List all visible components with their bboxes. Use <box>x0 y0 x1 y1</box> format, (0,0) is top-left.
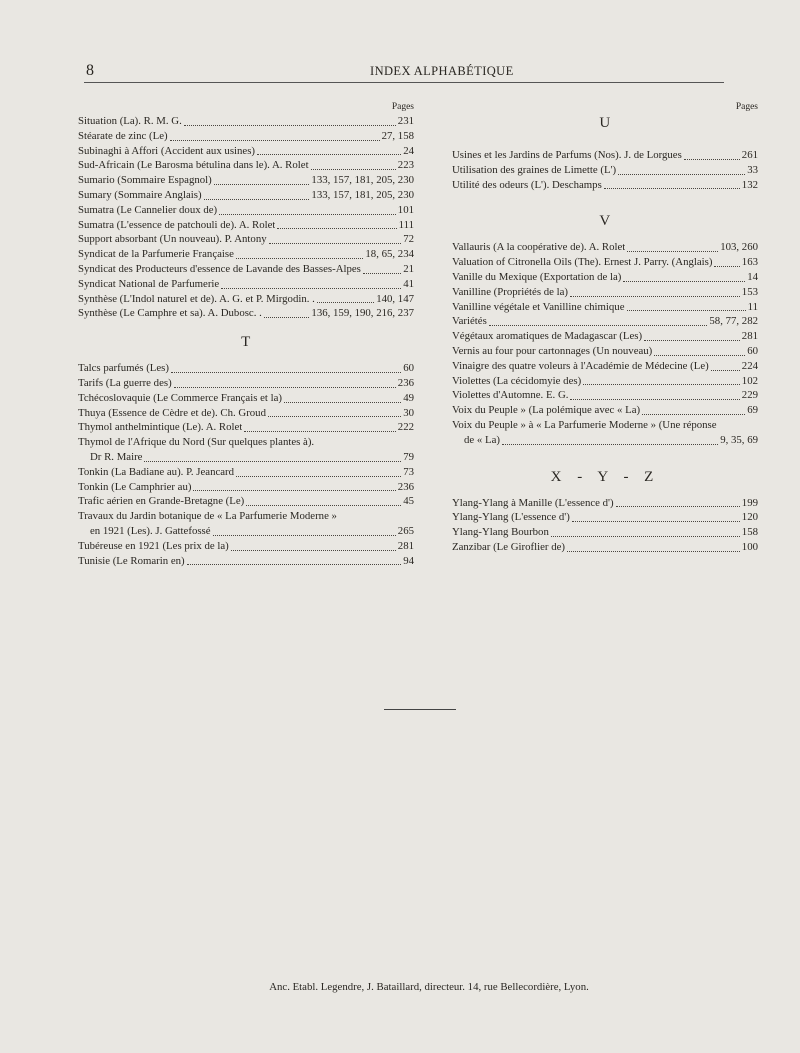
index-list-s <box>78 114 414 321</box>
index-entry <box>78 188 414 203</box>
section-letter-t: T <box>241 334 251 351</box>
printer-imprint: Anc. Etabl. Legendre, J. Bataillard, directeur. 14, rue Bellecordière, Lyon. <box>269 981 589 993</box>
entry-pages: 265 <box>397 524 414 537</box>
entry-pages: 73 <box>403 465 414 478</box>
index-entry <box>78 277 414 292</box>
index-entry <box>78 391 414 406</box>
entry-title: Syndicat des Producteurs d'essence de Lavande des Basses-Alpes <box>78 262 361 275</box>
index-entry <box>452 148 758 163</box>
entry-title: Sumatra (Le Cannelier doux de) <box>78 203 218 216</box>
entry-pages: 58, 77, 282 <box>709 315 758 328</box>
index-list-v <box>452 240 758 418</box>
section-letter-xyz: X - Y - Z <box>550 468 660 485</box>
dot-leader <box>604 188 740 189</box>
entry-pages: 18, 65, 234 <box>365 248 414 261</box>
entry-pages: 100 <box>741 540 758 553</box>
left-column <box>78 100 414 568</box>
entry-title: Violettes d'Automne. E. G. <box>452 389 569 402</box>
entry-pages: 45 <box>403 495 414 508</box>
entry-pages: 9, 35, 69 <box>720 433 758 446</box>
dot-leader <box>268 416 401 417</box>
dot-leader <box>277 228 396 229</box>
entry-title: Vallauris (A la coopérative de). A. Rolet <box>452 241 626 254</box>
entry-title: de « La) <box>464 433 500 446</box>
index-entry <box>78 129 414 144</box>
dot-leader <box>311 169 396 170</box>
dot-leader <box>623 281 745 282</box>
index-entry <box>452 285 758 300</box>
entry-title: Situation (La). R. M. G. <box>78 115 182 127</box>
index-entry <box>452 418 758 433</box>
dot-leader <box>654 355 745 356</box>
dot-leader <box>642 414 745 415</box>
entry-pages: 60 <box>747 344 758 357</box>
dot-leader <box>644 340 740 341</box>
footer-rule <box>384 709 456 710</box>
index-entry <box>78 539 414 554</box>
dot-leader <box>583 384 740 385</box>
index-entry <box>452 240 758 255</box>
entry-pages: 49 <box>403 391 414 404</box>
dot-leader <box>627 310 746 311</box>
dot-leader <box>219 214 396 215</box>
dot-leader <box>187 564 402 565</box>
section-letter-u: U <box>599 115 611 131</box>
entry-title: Vernis au four pour cartonnages (Un nouveau) <box>452 344 653 357</box>
entry-title: Tubéreuse en 1921 (Les prix de la) <box>78 539 229 552</box>
index-entry <box>452 510 758 525</box>
dot-leader <box>264 317 310 318</box>
index-entry <box>78 465 414 480</box>
dot-leader <box>317 302 374 303</box>
dot-leader <box>231 550 396 551</box>
index-entry <box>78 262 414 277</box>
entry-pages: 79 <box>403 450 414 463</box>
entry-title: Ylang-Ylang à Manille (L'essence d') <box>452 496 614 509</box>
entry-title: en 1921 (Les). J. Gattefossé <box>90 524 211 537</box>
entry-pages: 136, 159, 190, 216, 237 <box>311 307 414 320</box>
pages-label: Pages <box>391 102 414 112</box>
entry-title: Support absorbant (Un nouveau). P. Antony <box>78 233 267 246</box>
entry-title: Tchécoslovaquie (Le Commerce Français et la) <box>78 391 282 404</box>
entry-title: Thymol anthelmintique (Le). A. Rolet <box>78 421 243 434</box>
section-letter-v: V <box>599 213 611 230</box>
index-entry <box>452 163 758 178</box>
right-column <box>452 100 758 555</box>
entry-pages: 24 <box>403 144 414 157</box>
index-entry <box>452 314 758 329</box>
index-entry <box>78 232 414 247</box>
index-entry <box>452 255 758 270</box>
entry-title: Vinaigre des quatre voleurs à l'Académie de Médecine (Le) <box>452 359 709 372</box>
entry-pages: 11 <box>747 300 758 313</box>
entry-pages: 101 <box>397 203 414 216</box>
index-entry-continuation <box>78 450 414 465</box>
index-entry <box>452 329 758 344</box>
index-entry <box>452 496 758 511</box>
dot-leader <box>174 387 396 388</box>
entry-pages: 72 <box>403 233 414 246</box>
index-entry-continuation <box>78 524 414 539</box>
dot-leader <box>363 273 401 274</box>
entry-title: Sumario (Sommaire Espagnol) <box>78 174 212 187</box>
dot-leader <box>236 476 401 477</box>
entry-pages: 94 <box>403 554 414 567</box>
index-entry <box>452 388 758 403</box>
index-entry <box>452 270 758 285</box>
entry-pages: 132 <box>741 178 758 191</box>
dot-leader <box>570 399 739 400</box>
entry-title: Valuation of Citronella Oils (The). Ernest J. Parry. (Anglais) <box>452 256 713 269</box>
running-title: INDEX ALPHABÉTIQUE <box>370 64 514 78</box>
entry-pages: 163 <box>741 256 758 269</box>
entry-title: Sumary (Sommaire Anglais) <box>78 188 202 201</box>
index-entry <box>78 420 414 435</box>
index-entry <box>78 480 414 495</box>
entry-pages: 133, 157, 181, 205, 230 <box>311 174 414 187</box>
entry-title: Syndicat de la Parfumerie Française <box>78 248 234 261</box>
entry-pages: 102 <box>741 374 758 387</box>
entry-title: Tunisie (Le Romarin en) <box>78 554 185 567</box>
entry-title: Trafic aérien en Grande-Bretagne (Le) <box>78 495 245 508</box>
dot-leader <box>284 402 401 403</box>
entry-pages: 236 <box>397 376 414 389</box>
page-number: 8 <box>86 62 94 79</box>
entry-pages: 153 <box>741 285 758 298</box>
entry-pages: 281 <box>397 539 414 552</box>
index-list-u <box>452 148 758 192</box>
dot-leader <box>570 296 740 297</box>
dot-leader <box>204 199 310 200</box>
entry-pages: 261 <box>741 149 758 161</box>
entry-title: Sud-Africain (Le Barosma bétulina dans le). A. Rolet <box>78 159 309 172</box>
entry-title: Vanilline (Propriétés de la) <box>452 285 569 298</box>
index-entry <box>78 435 414 450</box>
entry-pages: 133, 157, 181, 205, 230 <box>311 188 414 201</box>
entry-title: Utilisation des graines de Limette (L') <box>452 163 617 176</box>
entry-title: Talcs parfumés (Les) <box>78 362 169 375</box>
index-entry <box>78 158 414 173</box>
header-rule <box>84 82 724 83</box>
index-entry <box>78 376 414 391</box>
entry-pages: 27, 158 <box>381 129 414 142</box>
index-entry <box>452 403 758 418</box>
dot-leader <box>572 521 740 522</box>
entry-pages: 229 <box>741 389 758 402</box>
entry-pages: 140, 147 <box>376 292 414 305</box>
entry-pages: 33 <box>747 163 758 176</box>
entry-pages: 224 <box>741 359 758 372</box>
entry-title: Voix du Peuple » (La polémique avec « La) <box>452 404 641 417</box>
dot-leader <box>616 506 740 507</box>
dot-leader <box>246 505 401 506</box>
dot-leader <box>618 174 745 175</box>
entry-title: Usines et les Jardins de Parfums (Nos). J. de Lorgues <box>452 149 682 161</box>
index-entry <box>452 525 758 540</box>
entry-title: Utilité des odeurs (L'). Deschamps <box>452 178 602 191</box>
entry-pages: 222 <box>397 421 414 434</box>
dot-leader <box>551 536 740 537</box>
entry-title: Vanilline végétale et Vanilline chimique <box>452 300 625 313</box>
entry-pages: 103, 260 <box>720 241 758 254</box>
index-entry <box>78 306 414 321</box>
index-entry <box>78 247 414 262</box>
entry-title: Tonkin (La Badiane au). P. Jeancard <box>78 465 235 478</box>
dot-leader <box>714 266 739 267</box>
dot-leader <box>627 251 718 252</box>
entry-pages: 231 <box>397 115 414 127</box>
entry-title: Sumatra (L'essence de patchouli de). A. Rolet <box>78 218 276 231</box>
dot-leader <box>184 125 396 126</box>
entry-title: Ylang-Ylang (L'essence d') <box>452 511 570 524</box>
index-entry <box>452 540 758 555</box>
entry-title: Subinaghi à Affori (Accident aux usines) <box>78 144 256 157</box>
index-list-xyz <box>452 496 758 555</box>
dot-leader <box>213 535 396 536</box>
index-entry <box>452 374 758 389</box>
index-entry <box>452 178 758 193</box>
entry-pages: 69 <box>747 404 758 417</box>
entry-pages: 60 <box>403 362 414 375</box>
pages-label: Pages <box>735 102 758 112</box>
index-entry <box>452 359 758 374</box>
dot-leader <box>711 370 740 371</box>
index-entry <box>78 292 414 307</box>
dot-leader <box>144 461 401 462</box>
entry-pages: 30 <box>403 406 414 419</box>
dot-leader <box>269 243 402 244</box>
entry-pages: 120 <box>741 511 758 524</box>
entry-title: Tarifs (La guerre des) <box>78 376 172 389</box>
dot-leader <box>170 140 380 141</box>
index-entry <box>78 406 414 421</box>
entry-title: Voix du Peuple » à « La Parfumerie Moderne » (Une réponse <box>452 418 717 431</box>
dot-leader <box>684 159 740 160</box>
index-entry <box>78 203 414 218</box>
index-entry <box>78 218 414 233</box>
index-list-t-3 <box>78 539 414 569</box>
dot-leader <box>567 551 740 552</box>
index-entry <box>78 494 414 509</box>
index-entry <box>78 554 414 569</box>
entry-title: Variétés <box>452 315 487 328</box>
entry-pages: 41 <box>403 277 414 290</box>
dot-leader <box>221 288 401 289</box>
dot-leader <box>236 258 364 259</box>
entry-pages: 21 <box>403 262 414 275</box>
entry-title: Zanzibar (Le Giroflier de) <box>452 540 566 553</box>
index-entry-continuation <box>452 433 758 448</box>
index-entry <box>78 361 414 376</box>
entry-pages: 14 <box>747 270 758 283</box>
entry-title: Thuya (Essence de Cèdre et de). Ch. Groud <box>78 406 266 419</box>
entry-pages: 223 <box>397 159 414 172</box>
dot-leader <box>244 431 395 432</box>
index-list-t <box>78 361 414 435</box>
entry-title: Synthèse (Le Camphre et sa). A. Dubosc. . <box>78 307 262 320</box>
entry-title: Travaux du Jardin botanique de « La Parfumerie Moderne » <box>78 510 337 523</box>
index-entry <box>78 509 414 524</box>
entry-title: Stéarate de zinc (Le) <box>78 129 168 142</box>
dot-leader <box>193 490 395 491</box>
entry-pages: 281 <box>741 330 758 343</box>
index-entry <box>452 344 758 359</box>
entry-title: Syndicat National de Parfumerie <box>78 277 220 290</box>
entry-pages: 236 <box>397 480 414 493</box>
dot-leader <box>214 184 310 185</box>
index-entry <box>78 173 414 188</box>
entry-title: Thymol de l'Afrique du Nord (Sur quelques plantes à). <box>78 436 315 449</box>
entry-title: Dr R. Maire <box>90 450 143 463</box>
dot-leader <box>502 444 718 445</box>
index-entry <box>452 300 758 315</box>
entry-title: Végétaux aromatiques de Madagascar (Les) <box>452 330 643 343</box>
entry-title: Ylang-Ylang Bourbon <box>452 526 549 539</box>
dot-leader <box>489 325 708 326</box>
dot-leader <box>257 154 401 155</box>
entry-pages: 199 <box>741 496 758 509</box>
entry-title: Tonkin (Le Camphrier au) <box>78 480 192 493</box>
entry-title: Vanille du Mexique (Exportation de la) <box>452 270 622 283</box>
dot-leader <box>171 372 401 373</box>
index-entry <box>78 144 414 159</box>
entry-title: Violettes (La cécidomyie des) <box>452 374 582 387</box>
index-entry <box>78 114 414 129</box>
index-list-t-2 <box>78 465 414 509</box>
entry-pages: 111 <box>398 218 414 231</box>
entry-pages: 158 <box>741 526 758 539</box>
entry-title: Synthèse (L'Indol naturel et de). A. G. et P. Mirgodin. . <box>78 292 315 305</box>
